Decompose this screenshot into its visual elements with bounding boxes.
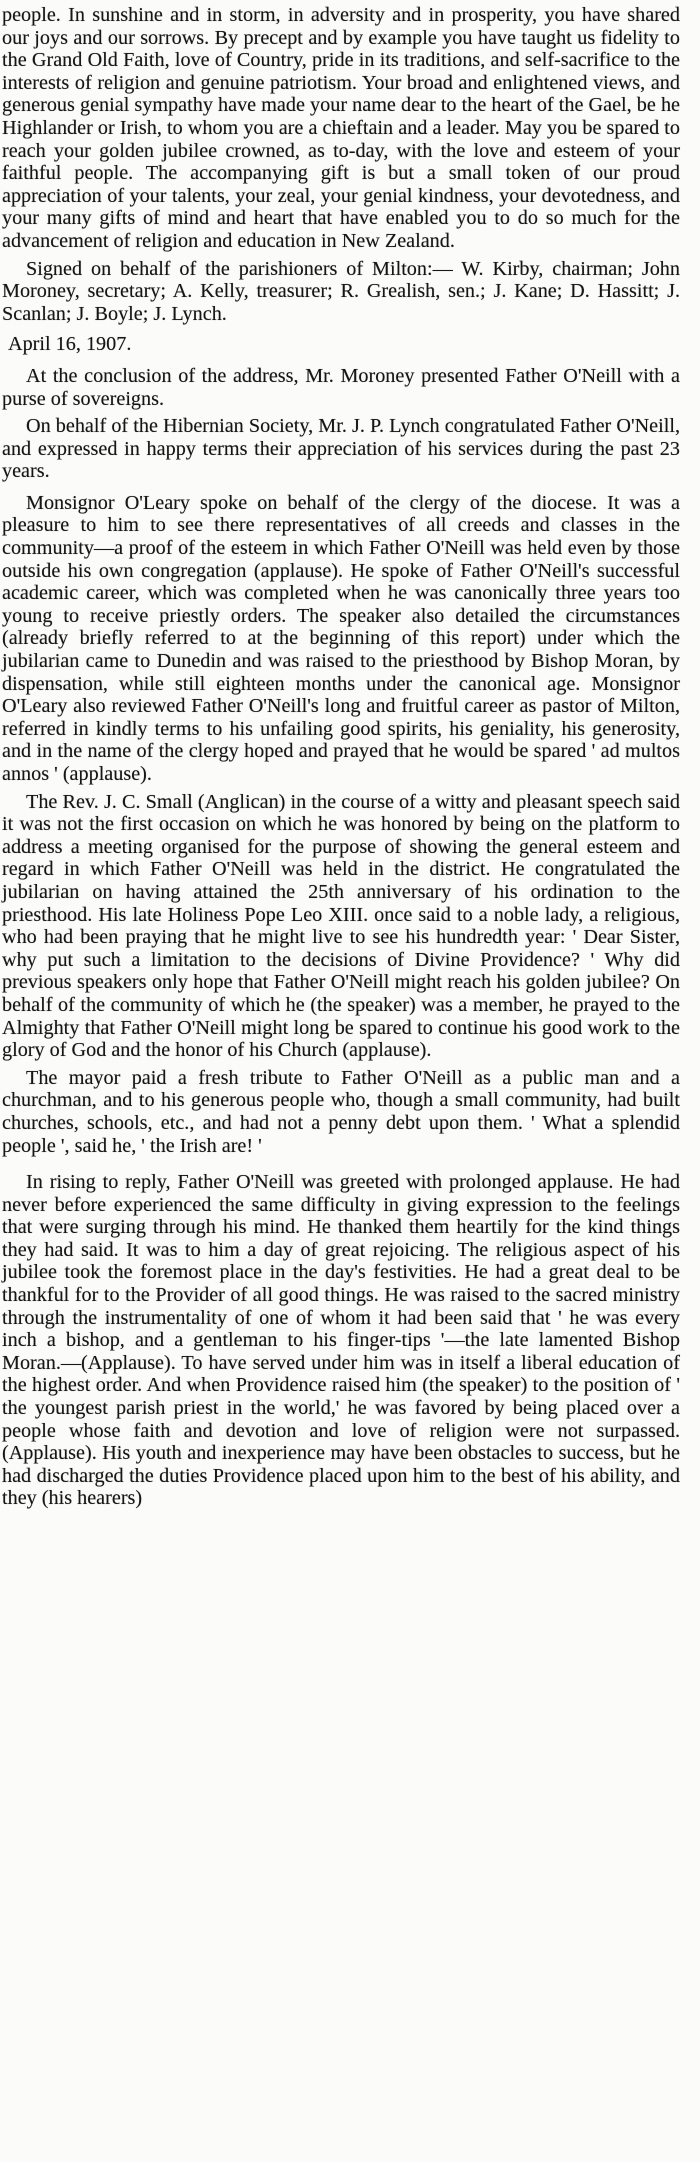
rev-small-paragraph: The Rev. J. C. Small (Anglican) in the course of a witty and pleasant speech said it was not the first occasion on which he was honored by being on the platform to address a meeting organised for the purpose of showing the general esteem and regard in which Father O'Neill was held in the district. He congratulated the jubilarian on having attained the 25th anniversary of his ordination to the priesthood. His late Holiness Pope Leo XIII. once said to a noble lady, a religious, who had been praying that he might live to see his hundredth year: ' Dear Sister, why put such a limitation to the decisions of Divine Providence? ' Why did previous speakers only hope that Father O'Neill might reach his golden jubilee? On behalf of the community of which he (the speaker) was a member, he prayed to the Almighty that Father O'Neill might long be spared to continue his good work to the glory of God and the honor of his Church (applause). — [2, 790, 680, 1062]
mayor-paragraph: The mayor paid a fresh tribute to Father O'Neill as a public man and a churchman, and to his generous people who, though a small community, had built churches, schools, etc., and had not a penny debt upon them. ' What a splendid people ', said he, ' the Irish are! ' — [2, 1066, 680, 1157]
article-column — [2, 4, 680, 1510]
address-date: April 16, 1907. — [8, 333, 132, 356]
address-closing-paragraph: people. In sunshine and in storm, in adversity and in prosperity, you have shared our joys and our sorrows. By precept and by example you have taught us fidelity to the Grand Old Faith, love of Country, pride in its traditions, and self-sacrifice to the interests of religion and genuine patriotism. Your broad and enlightened views, and generous genial sympathy have made your name dear to the heart of the Gael, be he Highlander or Irish, to whom you are a chieftain and a leader. May you be spared to reach your golden jubilee crowned, as to-day, with the love and esteem of your faithful people. The accompanying gift is but a small token of our proud appreciation of your talents, your zeal, your genial kindness, your devotedness, and your many gifts of mind and heart that have enabled you to do so much for the advancement of religion and education in New Zealand. — [2, 4, 680, 252]
father-oneill-reply-paragraph: In rising to reply, Father O'Neill was greeted with prolonged applause. He had never before experienced the same difficulty in giving expression to the feelings that were surging through his mind. He thanked them heartily for the kind things they had said. It was to him a day of great rejoicing. The religious aspect of his jubilee took the foremost place in the day's festivities. He had a great deal to be thankful for to the Provider of all good things. He was raised to the sacred ministry through the instrumentality of one of whom it had been said that ' he was every inch a bishop, and a gentleman to his finger-tips '—the late lamented Bishop Moran.—(Applause). To have served under him was in itself a liberal education of the highest order. And when Providence raised him (the speaker) to the position of ' the youngest parish priest in the world,' he was favored by being placed over a people whose faith and devotion and love of religion were not surpassed. (Applause). His youth and inexperience may have been obstacles to success, but he had discharged the duties Providence placed upon him to the best of his ability, and they (his hearers) — [2, 1171, 680, 1510]
monsignor-oleary-paragraph: Monsignor O'Leary spoke on behalf of the clergy of the diocese. It was a pleasure to him to see there representatives of all creeds and classes in the community—a proof of the esteem in which Father O'Neill was held even by those outside his own congregation (applause). He spoke of Father O'Neill's successful academic career, which was completed when he was canonically three years too young to receive priestly orders. The speaker also detailed the circumstances (already briefly referred to at the beginning of this report) under which the jubilarian came to Dunedin and was raised to the priesthood by Bishop Moran, by dispensation, while still eighteen months under the canonical age. Monsignor O'Leary also reviewed Father O'Neill's long and fruitful career as pastor of Milton, referred in kindly terms to his unfailing good spirits, his geniality, his generosity, and in the name of the clergy hoped and prayed that he would be spared ' ad multos annos ' (applause). — [2, 491, 680, 785]
purse-presentation-paragraph: At the conclusion of the address, Mr. Moroney presented Father O'Neill with a purse of sovereigns. — [2, 364, 680, 410]
signatories-paragraph: Signed on behalf of the parishioners of Milton:— W. Kirby, chairman; John Moroney, secretary; A. Kelly, treasurer; R. Grealish, sen.; J. Kane; D. Hassitt; J. Scanlan; J. Boyle; J. Lynch. — [2, 257, 680, 325]
hibernian-society-paragraph: On behalf of the Hibernian Society, Mr. J. P. Lynch congratulated Father O'Neill, and expressed in happy terms their appreciation of his services during the past 23 years. — [2, 415, 680, 483]
